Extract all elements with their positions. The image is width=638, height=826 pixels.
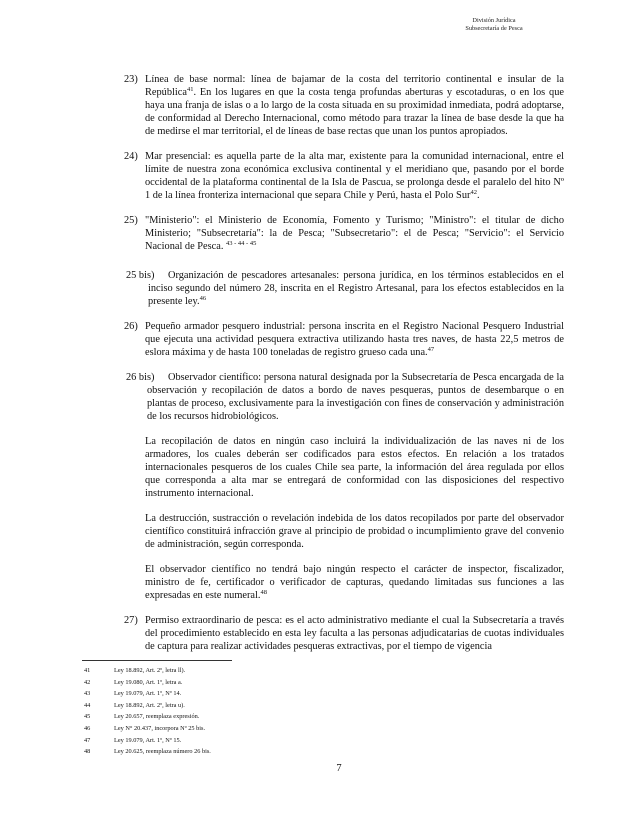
item-number: 26 bis) — [126, 372, 155, 383]
footnote-ref[interactable]: 48 — [260, 589, 267, 596]
definition-item-24 — [124, 150, 564, 202]
footnote-number: 42 — [84, 678, 91, 686]
item-text: Línea de base normal: línea de bajamar de la costa del territorio continental e insular de la República — [145, 74, 564, 98]
page-header — [434, 17, 554, 33]
footnote — [84, 667, 484, 679]
item-text-cont: . — [476, 190, 480, 201]
footnote-text: Ley 19.079, Art. 1º, Nº 15. — [114, 736, 182, 744]
footnote-text: Ley 18.892, Art. 2º, letra ll). — [114, 667, 186, 674]
footnote-text: Ley 20.625, reemplaza número 26 bis. — [114, 748, 211, 756]
footnote-number: 43 — [84, 690, 91, 698]
paragraph-destruccion — [145, 512, 564, 551]
page-number: 7 — [336, 763, 342, 774]
footnote — [84, 690, 484, 702]
footnote-text: Ley N° 20.437, incorpora Nº 25 bis. — [114, 724, 206, 732]
item-number: 23) — [124, 74, 138, 85]
header-division: División Jurídica — [472, 17, 516, 24]
footnote — [84, 713, 484, 725]
footnote — [84, 725, 484, 737]
footnote-number: 45 — [84, 713, 91, 721]
item-number: 27) — [124, 615, 138, 626]
footnote — [84, 702, 484, 714]
definition-item-27 — [124, 614, 564, 653]
footnote-number: 44 — [84, 701, 91, 709]
definition-item-25-bis — [126, 269, 564, 308]
header-subsecretaria: Subsecretaría de Pesca — [465, 25, 523, 32]
definition-item-25 — [124, 214, 564, 253]
footnote-ref[interactable]: 42 — [470, 189, 477, 196]
paragraph-recopilacion — [145, 435, 564, 500]
definition-item-23 — [124, 73, 564, 138]
footnote — [84, 748, 484, 760]
footnote-ref[interactable]: 41 — [186, 86, 194, 93]
item-text-cont: . En los lugares en que la costa tenga profundas aberturas y escotaduras, o en los que haya una franja de islas o a lo largo de la costa situada en su proximidad inmediata, podrá adoptarse, de conformidad al Derecho Internacional, como método para trazar la línea de base desde la que ha de medirse el mar territorial, el de líneas de base rectas que unan los puntos apropiados. — [145, 87, 564, 137]
definition-item-26-bis — [126, 371, 564, 423]
paragraph-text: La recopilación de datos en ningún caso incluirá la individualización de las naves ni de los armadores, los cuales deberán ser codificados para estos efectos. En relación a los tratados internacionales pesqueros de los cuales Chile sea parte, la información del área regulada por ellos que corresponda a alta mar se entregará de conformidad con las disposiciones del respectivo instrumento internacional. — [145, 436, 564, 499]
item-number: 25 bis) — [126, 270, 155, 281]
footnote-text: Ley 18.892, Art. 2º, letra u). — [114, 701, 185, 709]
item-number: 25) — [124, 215, 138, 226]
footnotes — [84, 667, 484, 760]
item-number: 26) — [124, 321, 138, 332]
item-text: Permiso extraordinario de pesca: es el acto administrativo mediante el cual la Subsecretaría a través del procedimiento establecido en esta ley faculta a las personas adjudicatarias de cuotas individuales de captura para realizar actividades pesqueras extractivas, por el tiempo de vigencia — [145, 615, 564, 652]
paragraph-text: La destrucción, sustracción o revelación indebida de los datos recopilados por parte del observador científico constituirá infracción grave al principio de probidad o incumplimiento grave del convenio de administración, según corresponda. — [145, 513, 564, 550]
item-number: 24) — [124, 151, 138, 162]
definition-item-26 — [124, 320, 564, 359]
footnote-text: Ley 19.079, Art. 1º, Nº 14. — [114, 690, 182, 698]
footnote-separator — [82, 660, 232, 661]
item-text: Organización de pescadores artesanales: persona jurídica, en los términos establecidos en el inciso segundo del número 28, inscrita en el Registro Artesanal, para los efectos establecidos en la presente ley. — [148, 270, 564, 307]
document-body — [124, 73, 564, 665]
footnote-number: 46 — [84, 724, 91, 732]
item-text: Pequeño armador pesquero industrial: persona inscrita en el Registro Nacional Pesquero Industrial que ejecuta una actividad pesquera extractiva utilizando hasta tres naves, de hasta 22,5 metros de eslora máxima y de hasta 100 toneladas de registro grueso cada una. — [145, 321, 564, 358]
footnote — [84, 737, 484, 749]
footnote-number: 47 — [84, 736, 91, 744]
paragraph-observador — [145, 563, 564, 602]
item-text: "Ministerio": el Ministerio de Economía, Fomento y Turismo; "Ministro": el titular de dicho Ministerio; "Subsecretaría": la de Pesca; "Subsecretario": el de Pesca; "Servicio": el Servicio Nacional de Pesca. — [145, 215, 564, 252]
footnote-text: Ley 20.657, reemplaza expresión. — [114, 713, 200, 721]
footnote-ref[interactable]: 46 — [199, 295, 207, 302]
item-text: Mar presencial: es aquella parte de la alta mar, existente para la comunidad internacional, entre el límite de nuestra zona económica exclusiva continental y el meridiano que, pasando por el borde occidental de la plataforma continental de la Isla de Pascua, se prolonga desde el paralelo del hito Nº 1 de la línea fronteriza internacional que separa Chile y Perú, hasta el Polo Sur — [145, 151, 564, 201]
item-text: Observador científico: persona natural designada por la Subsecretaría de Pesca encargada de la observación y recopilación de datos a bordo de naves pesqueras, puntos de desembarque o en plantas de proceso, exclusivamente para la investigación con fines de conservación y administración de los recursos hidrobiológicos. — [147, 372, 564, 422]
footnote-number: 48 — [84, 748, 91, 756]
paragraph-text: El observador científico no tendrá bajo ningún respecto el carácter de inspector, fiscalizador, ministro de fe, certificador o verificador de capturas, quedando limitadas sus funciones a las expresadas en este numeral. — [145, 564, 564, 601]
footnote-ref[interactable]: 43 - 44 - 45 — [226, 240, 257, 247]
footnote-number: 41 — [84, 667, 91, 674]
footnote-text: Ley 19.080, Art. 1º, letra a. — [114, 678, 183, 686]
footnote — [84, 679, 484, 691]
footnote-ref[interactable]: 47 — [427, 346, 435, 353]
